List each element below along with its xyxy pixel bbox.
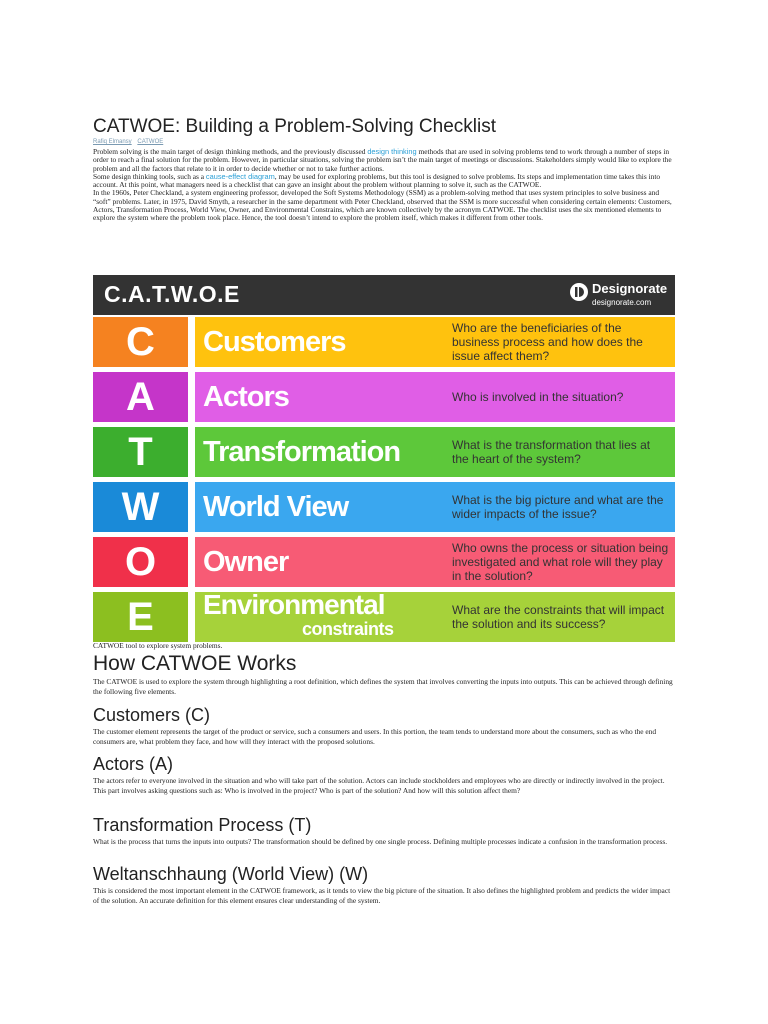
author-link[interactable]: Rafiq Elmansy bbox=[93, 139, 132, 145]
page-title: CATWOE: Building a Problem-Solving Checklist bbox=[93, 116, 497, 137]
catwoe-band bbox=[195, 372, 675, 422]
section-text-world-view: This is considered the most important element in the CATWOE framework, as it tends to view the big picture of the situation. It also defines the highlighted problem and predicts the wider impact of the solution. An accurate definition for this element ensures clear understanding of the system. bbox=[93, 886, 671, 905]
catwoe-element-name: Environmental bbox=[203, 589, 385, 620]
catwoe-letter: E bbox=[93, 592, 188, 642]
infographic-header bbox=[93, 275, 675, 315]
category-link[interactable]: CATWOE bbox=[137, 139, 164, 145]
section-text-transformation: What is the process that turns the inputs into outputs? The transformation should be defined by one single process. Defining multiple processes indicate a confusion in the transformation process. bbox=[93, 837, 668, 846]
catwoe-element-name: World View bbox=[203, 491, 349, 523]
catwoe-row bbox=[93, 589, 675, 642]
intro-paragraph-3: In the 1960s, Peter Checkland, a system engineering professor, developed the Soft Systems Methodology (SSM) as a problem-solving method that uses system principles to solve business and “soft” problems. Later, in 1975, David Smyth, a researcher in the same department with Peter Checkland, observed that the SSM is more successful when considering certain elements: Customers, Actors, Transformation Process, World View, Owner, and Environmental Constrains, which are known collectively by the acronym CATWOE. The checklist uses the six mentioned elements to explore the system where the problem took place. Hence, the tool doesn’t intend to explore the problem itself, which makes it different from other tools. bbox=[93, 188, 672, 223]
catwoe-element-subname: constraints bbox=[302, 619, 394, 639]
catwoe-band bbox=[195, 482, 675, 532]
intro-paragraph-1: Problem solving is the main target of design thinking methods, and the previously discussed design thinking methods that are used in solving problems tend to work through a number of steps in order to reach a final solution for the problem. However, in particular situations, solving the problem isn’t the main target of meetings or discussions. Stakeholders simply would like to explore the problem and all the factors that relate to it in order to decide whether or not to take further actions. bbox=[93, 147, 672, 173]
section-text-actors: The actors refer to everyone involved in the situation and who will take part of the solution. Actors can include stockholders and employees who are directly or indirectly involved in the project. This part involves asking questions such as: Who is involved in the project? Who is part of the solution? And how will this solution affect them? bbox=[93, 776, 665, 795]
catwoe-band bbox=[195, 537, 675, 587]
catwoe-letter: A bbox=[93, 372, 188, 422]
catwoe-question: What is the transformation that lies at the heart of the system? bbox=[452, 438, 651, 466]
catwoe-row bbox=[93, 537, 675, 587]
brand-site: designorate.com bbox=[592, 298, 652, 307]
section-text-how: The CATWOE is used to explore the system through highlighting a root definition, which defines the system that involves converting the inputs into outputs. This can be achieved through defining the following five elements. bbox=[93, 677, 673, 696]
catwoe-question: Who are the beneficiaries of the business process and how does the issue affect them? bbox=[452, 321, 643, 363]
catwoe-row bbox=[93, 482, 675, 532]
byline bbox=[93, 139, 167, 145]
catwoe-row bbox=[93, 317, 675, 367]
section-heading-actors: Actors (A) bbox=[93, 754, 174, 774]
catwoe-question: What is the big picture and what are the wider impacts of the issue? bbox=[452, 493, 664, 521]
catwoe-element-name: Owner bbox=[203, 546, 289, 578]
catwoe-element-name: Transformation bbox=[203, 436, 401, 468]
brand-name: Designorate bbox=[592, 281, 668, 296]
section-heading-how: How CATWOE Works bbox=[93, 652, 297, 675]
section-heading-transformation: Transformation Process (T) bbox=[93, 815, 312, 835]
designorate-logo-icon bbox=[569, 282, 589, 302]
catwoe-element-name: Actors bbox=[203, 381, 289, 413]
image-caption: CATWOE tool to explore system problems. bbox=[93, 641, 223, 650]
catwoe-row bbox=[93, 372, 675, 422]
catwoe-letter: W bbox=[93, 482, 188, 532]
catwoe-question: What are the constraints that will impact the solution and its success? bbox=[452, 603, 665, 631]
catwoe-infographic bbox=[93, 275, 675, 640]
catwoe-element-name: Customers bbox=[203, 326, 346, 358]
catwoe-letter: T bbox=[93, 427, 188, 477]
section-heading-customers: Customers (C) bbox=[93, 705, 211, 725]
design-thinking-link[interactable]: design thinking bbox=[367, 147, 417, 156]
catwoe-band bbox=[195, 427, 675, 477]
catwoe-band bbox=[195, 589, 675, 642]
catwoe-letter: C bbox=[93, 317, 188, 367]
brand-block bbox=[569, 279, 669, 311]
section-text-customers: The customer element represents the target of the product or service, such a consumers and users. In this portion, the team tends to understand more about the consumers, such as who the end consumers are, what problem they face, and how will they interact with the proposed solutions. bbox=[93, 727, 657, 746]
cause-effect-diagram-link[interactable]: cause-effect diagram bbox=[205, 171, 275, 181]
intro-text bbox=[93, 148, 675, 223]
catwoe-band bbox=[195, 317, 675, 367]
catwoe-question: Who is involved in the situation? bbox=[452, 390, 624, 404]
intro-paragraph-2: Some design thinking tools, such as a cause-effect diagram, may be used for exploring problems, but this tool is designed to solve problems. Its steps and implementation time takes this into account. At this point, what managers need is a checklist that can gave an insight about the problem without planning to solve it, such as the CATWOE. bbox=[93, 171, 661, 190]
catwoe-row bbox=[93, 427, 675, 477]
infographic-title: C.A.T.W.O.E bbox=[104, 281, 240, 307]
catwoe-letter: O bbox=[93, 537, 188, 587]
section-heading-world-view: Weltanschhaung (World View) (W) bbox=[93, 864, 369, 884]
catwoe-question: Who owns the process or situation being investigated and what role will they play in the solution? bbox=[452, 541, 669, 583]
